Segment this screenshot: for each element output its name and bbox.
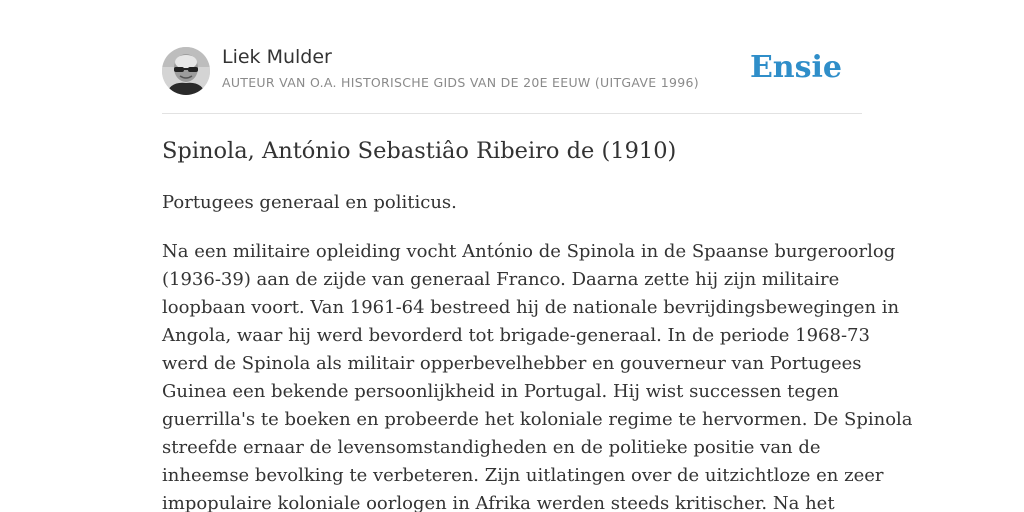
ensie-logo[interactable]: Ensie: [749, 50, 842, 85]
body-line: impopulaire koloniale oorlogen in Afrika werden steeds kritischer. Na het: [162, 493, 835, 512]
author-avatar[interactable]: [162, 47, 210, 95]
body-line: (1936-39) aan de zijde van generaal Franco. Daarna zette hij zijn militaire: [162, 269, 840, 290]
body-line: loopbaan voort. Van 1961-64 bestreed hij de nationale bevrijdingsbewegingen in: [162, 297, 900, 318]
body-line: inheemse bevolking te verbeteren. Zijn uitlatingen over de uitzichtloze en zeer: [162, 465, 884, 486]
body-line: Angola, waar hij werd bevorderd tot brigade-generaal. In de periode 1968-73: [162, 325, 870, 346]
article-lede: Portugees generaal en politicus.: [162, 192, 457, 213]
article-title: Spinola, António Sebastiâo Ribeiro de (1910): [162, 138, 677, 164]
author-subtitle: AUTEUR VAN O.A. HISTORISCHE GIDS VAN DE 20E EEUW (UITGAVE 1996): [222, 75, 699, 90]
body-line: guerrilla's te boeken en probeerde het koloniale regime te hervormen. De Spinola: [162, 409, 913, 430]
avatar-photo-icon: [162, 47, 210, 95]
author-header: [162, 45, 862, 114]
body-line: streefde ernaar de levensomstandigheden en de politieke positie van de: [162, 437, 821, 458]
author-name[interactable]: Liek Mulder: [222, 46, 332, 68]
body-line: Guinea een bekende persoonlijkheid in Portugal. Hij wist successen tegen: [162, 381, 839, 402]
body-line: werd de Spinola als militair opperbevelhebber en gouverneur van Portugees: [162, 353, 862, 374]
body-line: Na een militaire opleiding vocht António de Spinola in de Spaanse burgeroorlog: [162, 241, 896, 262]
article-body: [162, 238, 913, 512]
